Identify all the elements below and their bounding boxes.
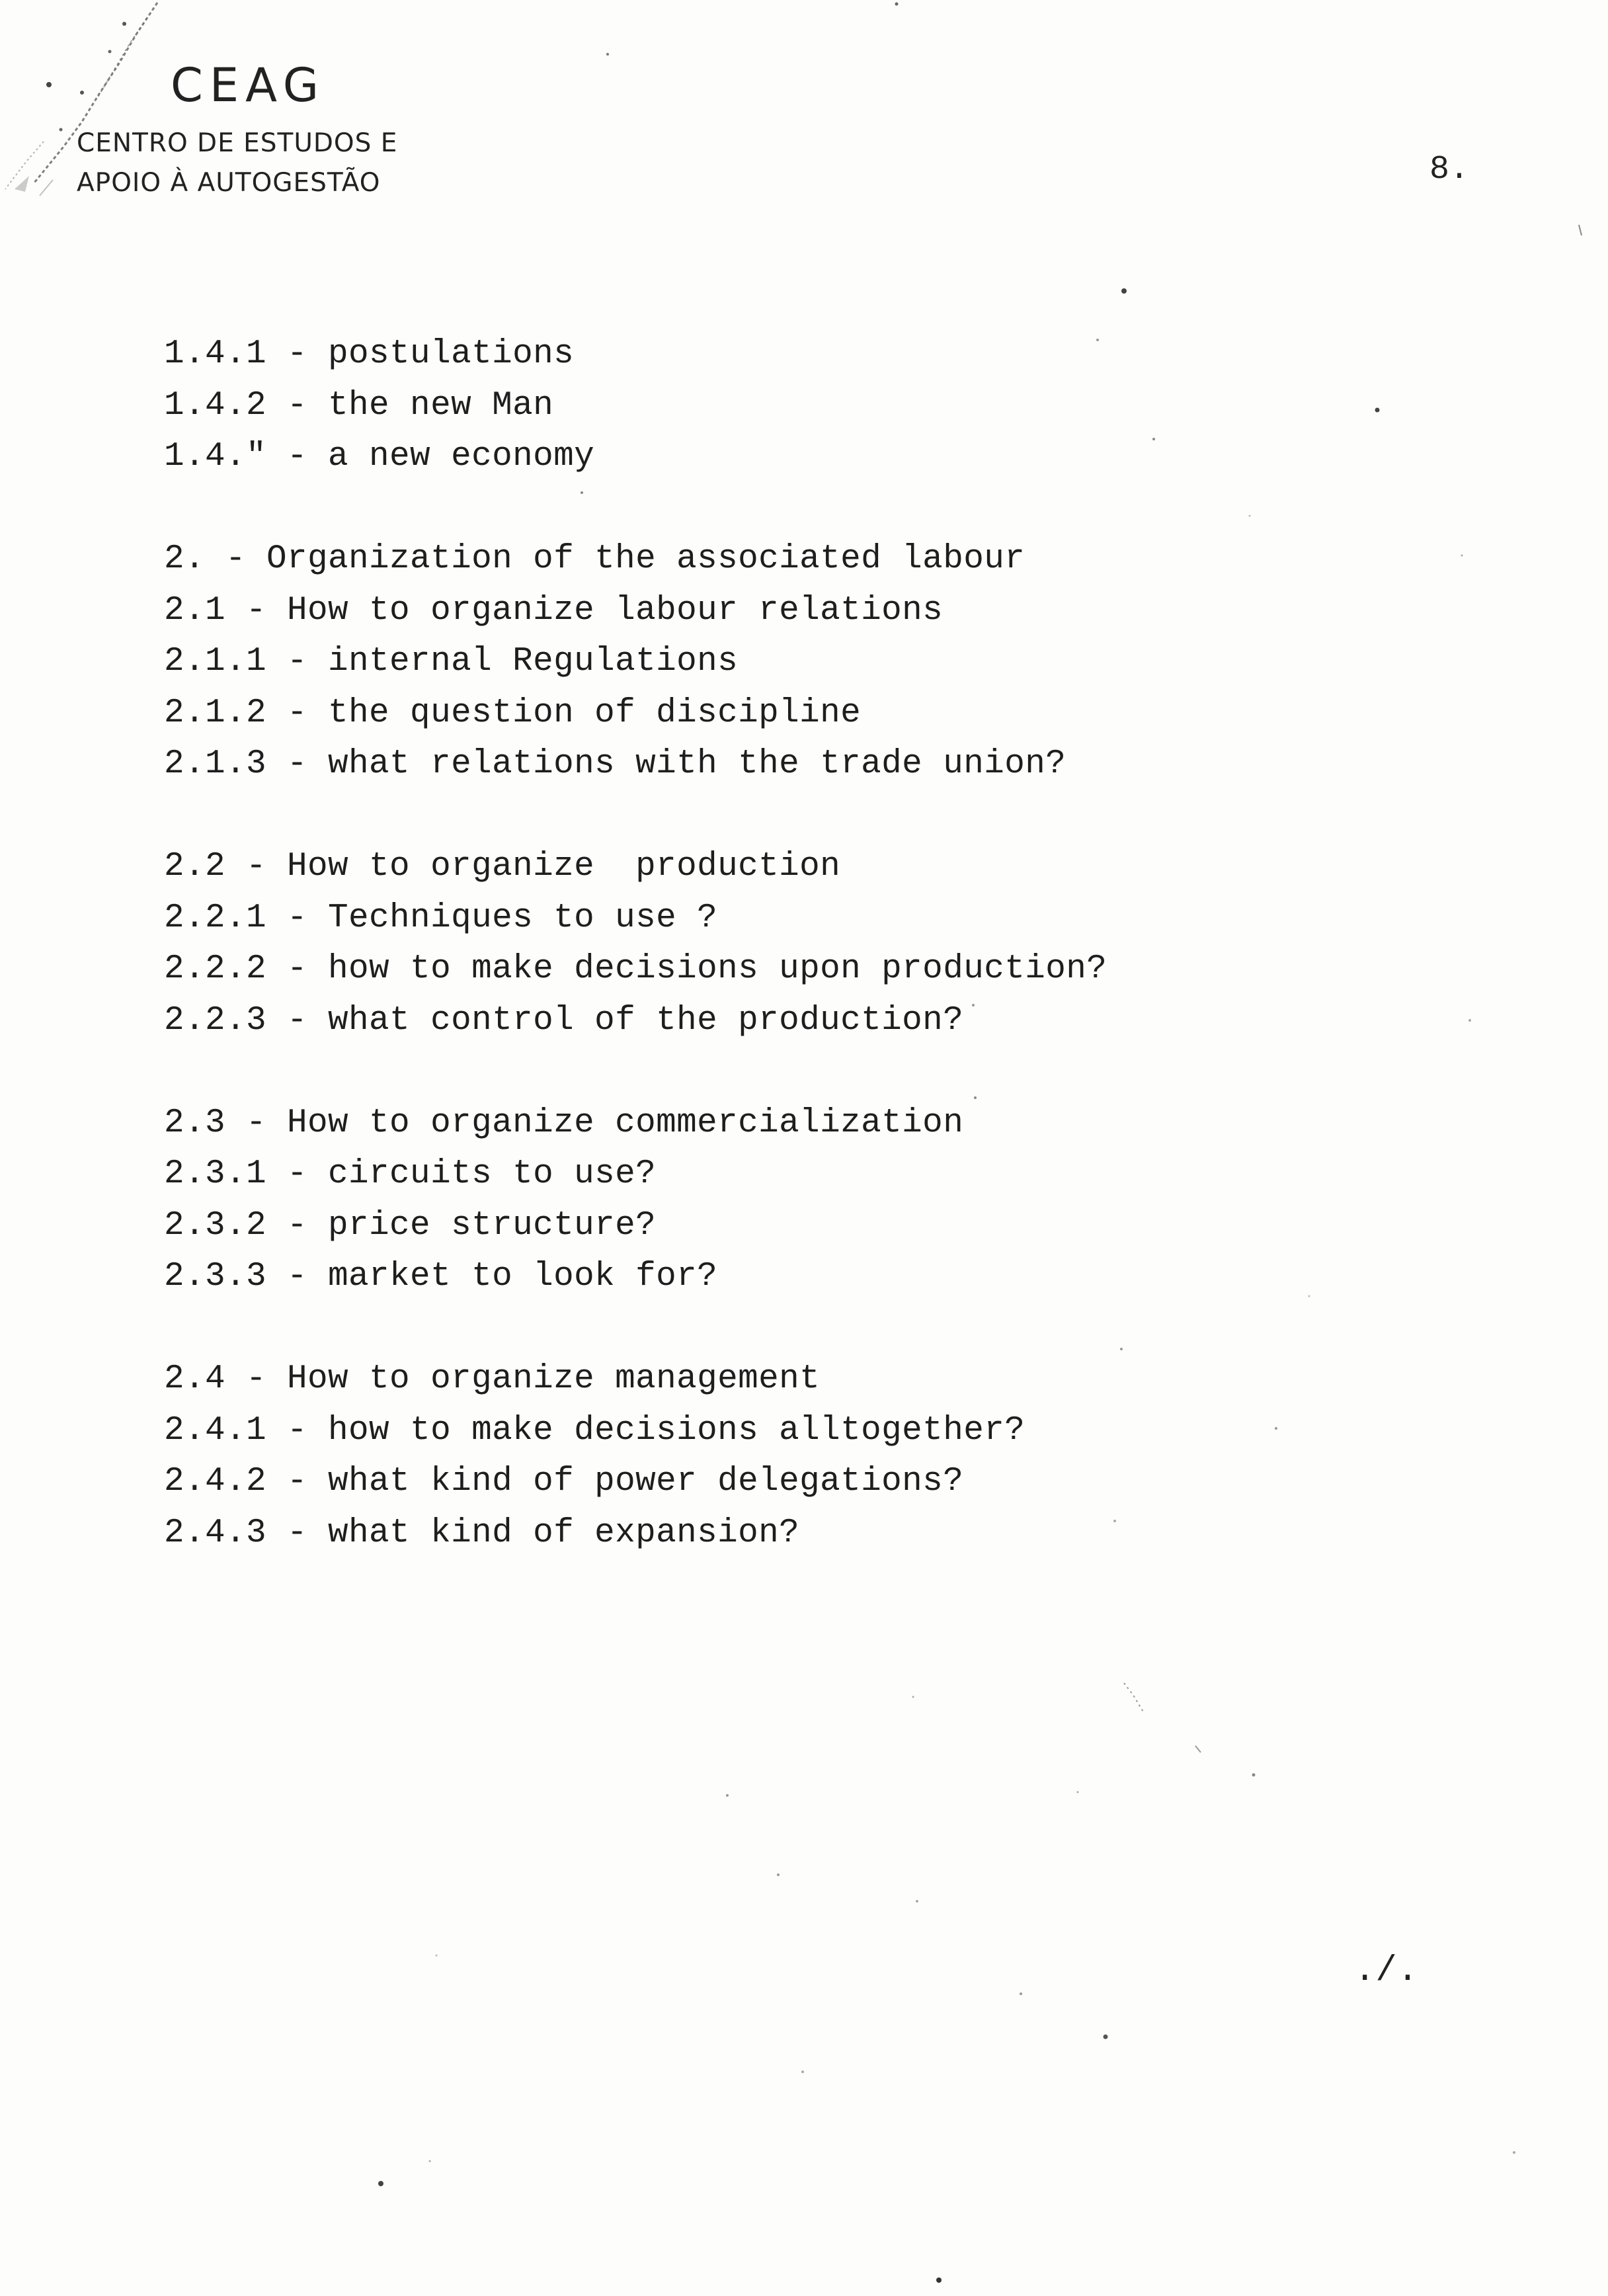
outline-item: 2.2.3 - what control of the production? (164, 1001, 964, 1040)
outline-item: 2.3.2 - price structure? (164, 1206, 657, 1245)
outline-item: 1.4.1 - postulations (164, 335, 575, 373)
letterhead (0, 0, 529, 225)
outline-item: 2.3.3 - market to look for? (164, 1258, 718, 1295)
outline-spacer (164, 790, 1420, 842)
outline-item: 2.1.3 - what relations with the trade union? (164, 745, 1066, 783)
outline-spacer (164, 1046, 1420, 1098)
page-number: 8. (1429, 151, 1470, 188)
org-name-line-1: CENTRO DE ESTUDOS E (77, 128, 398, 158)
outline-item: 2.2.2 - how to make decisions upon production? (164, 950, 1107, 988)
outline-spacer (164, 483, 1420, 534)
outline-item: 2.1.1 - internal Regulations (164, 643, 739, 680)
outline-item: 2.4 - How to organize management (164, 1360, 821, 1398)
outline-list (164, 329, 1420, 1559)
outline-item: 2.4.1 - how to make decisions alltogether? (164, 1411, 1025, 1450)
outline-item: 2.4.2 - what kind of power delegations? (164, 1463, 964, 1500)
outline-item: 2.1.2 - the question of discipline (164, 694, 862, 732)
outline-item: 1.4.2 - the new Man (164, 386, 554, 425)
outline-item: 2.3 - How to organize commercialization (164, 1104, 964, 1142)
continuation-mark: ./. (1354, 1951, 1419, 1991)
outline-item: 2.1 - How to organize labour relations (164, 591, 944, 630)
org-name-line-2: APOIO À AUTOGESTÃO (77, 168, 381, 198)
outline-item: 2. - Organization of the associated labour (164, 540, 1025, 578)
outline-item: 1.4." - a new economy (164, 438, 595, 475)
outline-item: 2.4.3 - what kind of expansion? (164, 1514, 800, 1552)
org-abbreviation: CEAG (171, 58, 326, 112)
outline-item: 2.2 - How to organize production (164, 848, 841, 885)
outline-item: 2.2.1 - Techniques to use ? (164, 899, 718, 937)
outline-item: 2.3.1 - circuits to use? (164, 1155, 657, 1193)
outline-spacer (164, 1303, 1420, 1354)
